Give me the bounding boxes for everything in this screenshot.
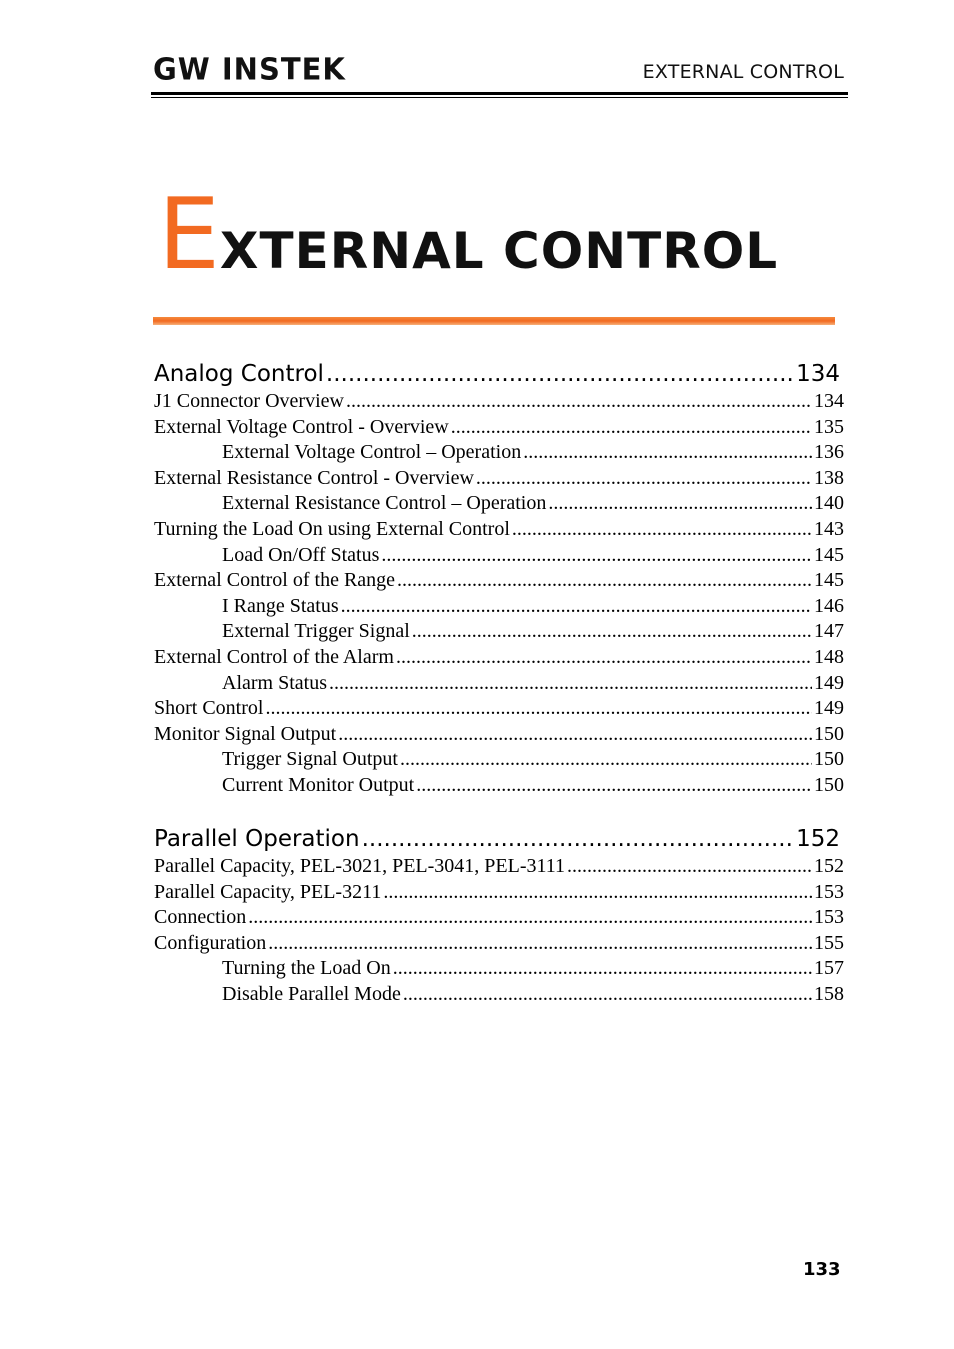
leader-dots [346, 389, 812, 415]
leader-dots [326, 359, 794, 389]
chapter-divider [153, 317, 835, 325]
header-rule-thick [151, 92, 848, 95]
toc-section-page: 152 [796, 826, 840, 852]
toc-entry-label: Monitor Signal Output [154, 722, 337, 745]
toc-entry[interactable] [154, 466, 844, 492]
leader-dots [338, 722, 812, 748]
toc-entry-page: 152 [814, 855, 844, 877]
toc-entry-label: Load On/Off Status [222, 543, 380, 566]
leader-dots [476, 466, 812, 492]
toc-entry-label: External Resistance Control - Overview [154, 466, 474, 489]
toc-entry-page: 145 [814, 569, 844, 592]
header-rule-thin [151, 97, 848, 98]
toc-entry-page: 150 [814, 722, 844, 745]
toc-entry-label: Turning the Load On using External Control [154, 517, 510, 540]
toc-entry[interactable] [154, 854, 844, 880]
toc-entry-page: 150 [814, 773, 844, 796]
gw-instek-logo: GW INSTEK [153, 51, 346, 87]
toc-entry[interactable] [154, 747, 844, 773]
toc-entry-label: Current Monitor Output [222, 773, 415, 796]
leader-dots [512, 517, 812, 543]
toc-entry-page: 145 [814, 543, 844, 566]
toc-entry-label: External Voltage Control – Operation [222, 441, 522, 464]
toc-section-analog-control [154, 359, 844, 799]
toc-entry-label: External Voltage Control - Overview [154, 415, 449, 438]
leader-dots [268, 931, 812, 957]
leader-dots [396, 645, 812, 671]
leader-dots [329, 671, 812, 697]
toc-entry-page: 153 [814, 880, 844, 903]
toc-entry-page: 149 [814, 671, 844, 694]
toc-entry-page: 135 [814, 415, 844, 438]
toc-entry-page: 147 [814, 620, 844, 643]
toc-entry[interactable] [154, 696, 844, 722]
toc-entry-label: Disable Parallel Mode [222, 982, 401, 1005]
leader-dots [341, 594, 812, 620]
toc-section-title: Parallel Operation [154, 826, 360, 852]
toc-section-heading[interactable] [154, 359, 840, 389]
toc-entry-page: 140 [814, 492, 844, 515]
toc-entry[interactable] [154, 905, 844, 931]
leader-dots [397, 568, 812, 594]
toc-entry-page: 153 [814, 906, 844, 929]
toc-entry[interactable] [154, 773, 844, 799]
leader-dots [248, 905, 812, 931]
leader-dots [362, 824, 795, 854]
toc-entry[interactable] [154, 671, 844, 697]
toc-entries [154, 854, 844, 1008]
toc-entry-page: 158 [814, 982, 844, 1005]
leader-dots [381, 543, 812, 569]
toc-entry-page: 149 [814, 697, 844, 720]
leader-dots [383, 880, 812, 906]
toc-entry[interactable] [154, 594, 844, 620]
toc-entry[interactable] [154, 645, 844, 671]
toc-entry[interactable] [154, 491, 844, 517]
toc-entry-label: J1 Connector Overview [154, 390, 344, 412]
toc-entry-label: Short Control [154, 697, 264, 720]
toc-entry-page: 157 [814, 957, 844, 980]
toc-entry-label: Trigger Signal Output [222, 748, 398, 771]
toc-entries [154, 389, 844, 799]
toc-entry[interactable] [154, 722, 844, 748]
toc-entry-page: 150 [814, 748, 844, 771]
toc-section-title: Analog Control [154, 361, 324, 387]
toc-entry-page: 136 [814, 441, 844, 464]
leader-dots [400, 747, 812, 773]
toc-entry-label: External Control of the Alarm [154, 645, 394, 668]
toc-entry[interactable] [154, 956, 844, 982]
toc-entry-label: Parallel Capacity, PEL-3211 [154, 880, 382, 903]
chapter-title-initial: E [158, 178, 220, 292]
toc-entry[interactable] [154, 931, 844, 957]
leader-dots [403, 982, 812, 1008]
toc-entry[interactable] [154, 568, 844, 594]
toc-entry[interactable] [154, 440, 844, 466]
toc-entry-label: Configuration [154, 931, 267, 954]
toc-entry-page: 138 [814, 466, 844, 489]
toc-entry-label: Connection [154, 906, 247, 929]
toc-entry-label: External Control of the Range [154, 569, 396, 592]
leader-dots [393, 956, 812, 982]
toc-entry[interactable] [154, 517, 844, 543]
leader-dots [265, 696, 812, 722]
leader-dots [412, 619, 812, 645]
toc-entry[interactable] [154, 982, 844, 1008]
leader-dots [523, 440, 812, 466]
toc-entry[interactable] [154, 389, 844, 415]
toc-entry-page: 146 [814, 594, 844, 617]
chapter-title-rest: XTERNAL CONTROL [219, 222, 779, 280]
leader-dots [548, 491, 812, 517]
toc-entry-label: I Range Status [222, 594, 339, 617]
toc-entry-page: 134 [814, 390, 844, 412]
leader-dots [416, 773, 812, 799]
toc-entry[interactable] [154, 619, 844, 645]
toc-entry-label: External Resistance Control – Operation [222, 492, 547, 515]
toc-entry-page: 148 [814, 645, 844, 668]
toc-entry-label: Parallel Capacity, PEL-3021, PEL-3041, PEL-3111 [154, 855, 566, 877]
toc-entry-label: External Trigger Signal [222, 620, 410, 643]
toc-entry-page: 143 [814, 517, 844, 540]
toc-entry[interactable] [154, 415, 844, 441]
toc-entry-label: Alarm Status [222, 671, 327, 694]
leader-dots [567, 854, 812, 880]
toc-entry[interactable] [154, 880, 844, 906]
toc-entry-page: 155 [814, 931, 844, 954]
toc-entry[interactable] [154, 543, 844, 569]
toc-section-heading[interactable] [154, 824, 840, 854]
leader-dots [451, 415, 812, 441]
chapter-title [158, 178, 779, 292]
toc-section-page: 134 [796, 361, 840, 387]
running-head: EXTERNAL CONTROL [642, 61, 844, 83]
toc-entry-label: Turning the Load On [222, 957, 391, 980]
toc-section-parallel-operation [154, 824, 844, 1008]
page-number: 133 [803, 1259, 841, 1280]
